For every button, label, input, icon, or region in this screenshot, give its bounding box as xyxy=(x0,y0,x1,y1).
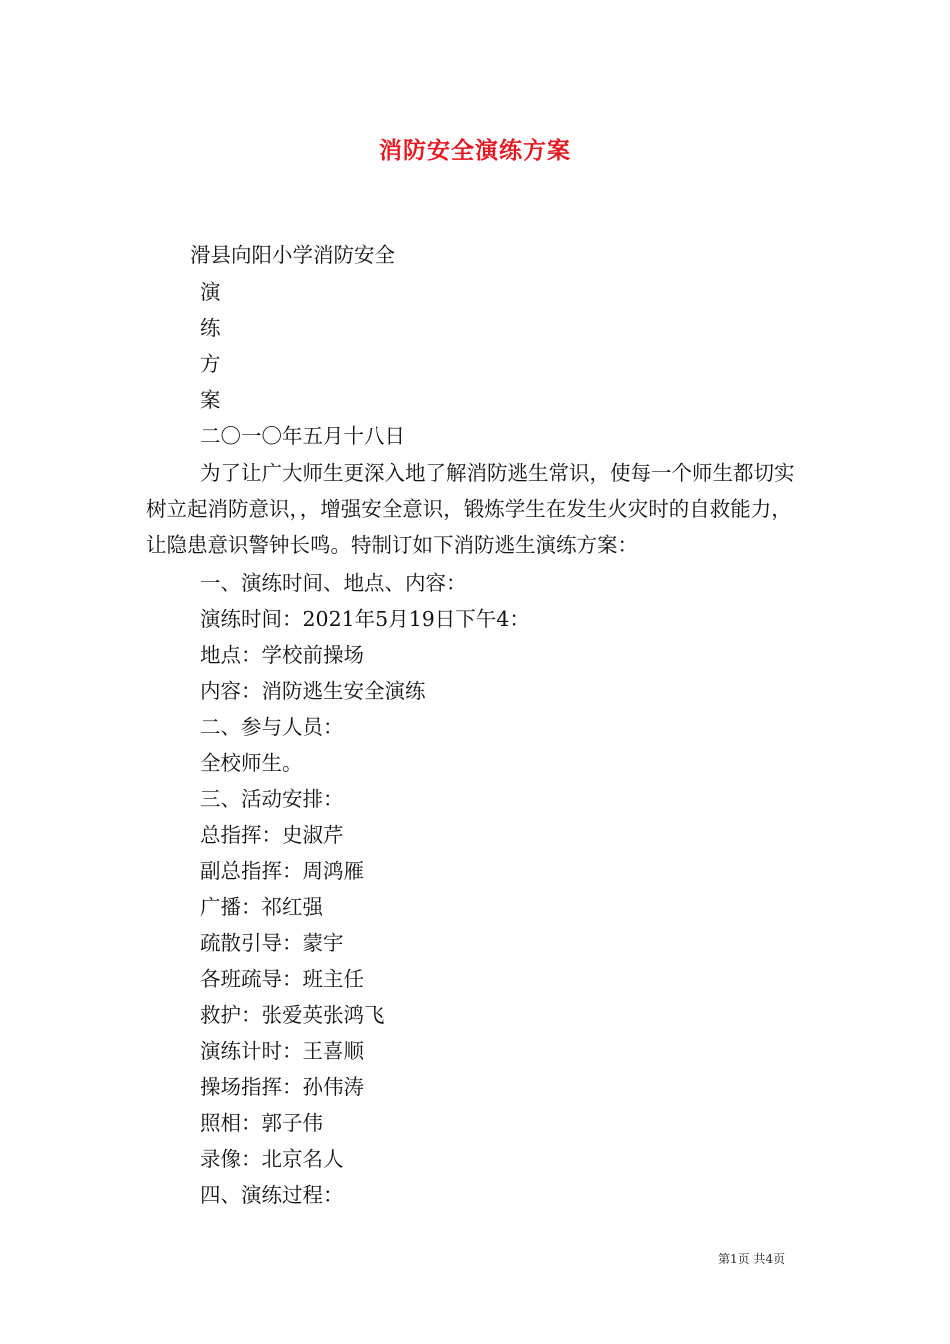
intro-paragraph: 为了让广大师生更深入地了解消防逃生常识，使每一个师生都切实树立起消防意识，，增强安全意识，锻炼学生在发生火灾时的自救能力，让隐患意识警钟长鸣。特制订如下消防逃生演练方案： xyxy=(146,461,795,557)
document-title: 消防安全演练方案 xyxy=(379,137,571,164)
list-item: 演练时间：2021年5月19日下午4： xyxy=(200,607,530,631)
vertical-char: 方 xyxy=(200,352,221,376)
list-item: 录像：北京名人 xyxy=(200,1147,344,1171)
list-item: 四、演练过程： xyxy=(200,1183,344,1207)
list-item: 照相：郭子伟 xyxy=(200,1111,323,1135)
list-item: 一、演练时间、地点、内容： xyxy=(200,571,467,595)
vertical-char: 案 xyxy=(200,388,221,412)
list-item: 救护：张爱英张鸿飞 xyxy=(200,1003,385,1027)
list-item: 广播：祁红强 xyxy=(200,895,323,919)
list-item: 演练计时：王喜顺 xyxy=(200,1039,364,1063)
document-date: 二〇一〇年五月十八日 xyxy=(200,424,405,448)
list-item: 地点：学校前操场 xyxy=(200,643,364,667)
page-footer: 第1页 共4页 xyxy=(718,1252,786,1266)
list-item: 全校师生。 xyxy=(200,751,303,775)
list-item: 各班疏导：班主任 xyxy=(200,967,364,991)
list-item: 二、参与人员： xyxy=(200,715,344,739)
list-item: 副总指挥：周鸿雁 xyxy=(200,859,364,883)
list-item: 内容：消防逃生安全演练 xyxy=(200,679,426,703)
list-item: 三、活动安排： xyxy=(200,787,344,811)
list-item: 疏散引导：蒙宇 xyxy=(200,931,344,955)
list-item: 操场指挥：孙伟涛 xyxy=(200,1075,364,1099)
school-line: 滑县向阳小学消防安全 xyxy=(190,243,395,267)
vertical-char: 演 xyxy=(200,280,221,304)
vertical-char: 练 xyxy=(200,316,221,340)
list-item: 总指挥：史淑芹 xyxy=(200,823,344,847)
